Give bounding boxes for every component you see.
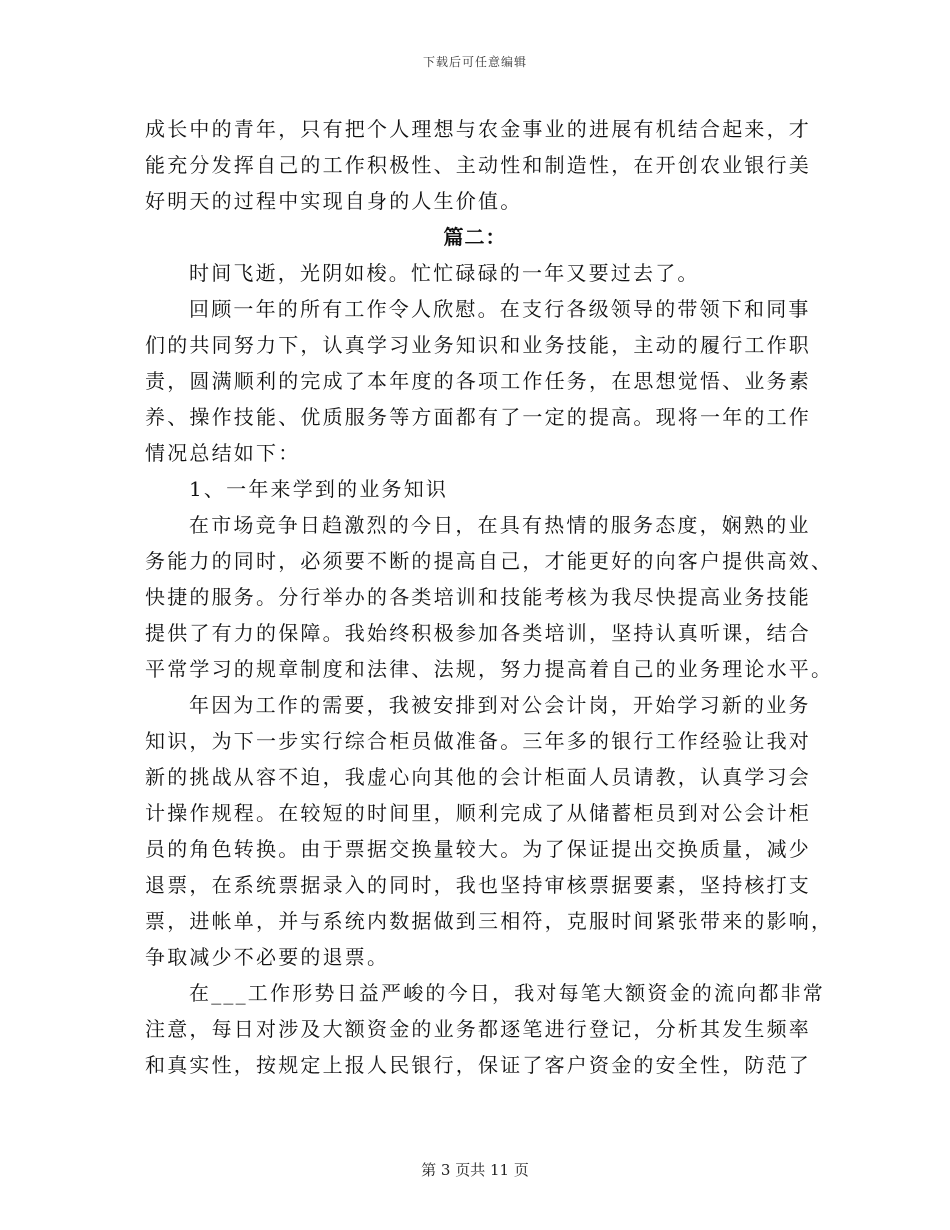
text-line: 务能力的同时，必须要不断的提高自己，才能更好的向客户提供高效、 (145, 549, 834, 573)
text-line: 能充分发挥自己的工作积极性、主动性和制造性，在开创农业银行美 (145, 153, 811, 177)
text-line: 年因为工作的需要，我被安排到对公会计岗，开始学习新的业务 (189, 693, 811, 717)
text-line: 们的共同努力下，认真学习业务知识和业务技能，主动的履行工作职 (145, 333, 811, 357)
text-line: 员的角色转换。由于票据交换量较大。为了保证提出交换质量，减少 (145, 837, 811, 861)
text-line: 回顾一年的所有工作令人欣慰。在支行各级领导的带领下和同事 (189, 297, 811, 321)
text-line: 注意，每日对涉及大额资金的业务都逐笔进行登记，分析其发生频率 (145, 1017, 811, 1041)
text-line: 计操作规程。在较短的时间里，顺利完成了从储蓄柜员到对公会计柜 (145, 801, 811, 825)
text-line: 平常学习的规章制度和法律、法规，努力提高着自己的业务理论水平。 (145, 657, 834, 681)
header-note: 下载后可任意编辑 (422, 55, 527, 69)
list-heading: 1、一年来学到的业务知识 (189, 477, 449, 501)
text-line: 时间飞逝，光阴如梭。忙忙碌碌的一年又要过去了。 (189, 261, 700, 285)
text-line: 和真实性，按规定上报人民银行，保证了客户资金的安全性，防范了 (145, 1053, 811, 1077)
document-body (145, 111, 834, 1083)
text-line: 好明天的过程中实现自身的人生价值。 (145, 189, 523, 213)
text-line: 成长中的青年，只有把个人理想与农金事业的进展有机结合起来，才 (145, 117, 811, 141)
text-line: 在市场竞争日趋激烈的今日，在具有热情的服务态度，娴熟的业 (189, 513, 811, 537)
text-line: 养、操作技能、优质服务等方面都有了一定的提高。现将一年的工作 (145, 405, 811, 429)
text-line: 票，进帐单，并与系统内数据做到三相符，克服时间紧张带来的影响， (145, 909, 834, 933)
text-line: 在___工作形势日益严峻的今日，我对每笔大额资金的流向都非常 (189, 981, 825, 1005)
page-number: 第 3 页共 11 页 (421, 1161, 529, 1179)
text-line: 提供了有力的保障。我始终积极参加各类培训，坚持认真听课，结合 (145, 621, 811, 645)
text-line: 情况总结如下： (145, 441, 301, 465)
text-line: 争取减少不必要的退票。 (145, 945, 390, 969)
text-line: 新的挑战从容不迫，我虚心向其他的会计柜面人员请教，认真学习会 (145, 765, 811, 789)
section-heading: 篇二： (443, 225, 507, 249)
text-line: 快捷的服务。分行举办的各类培训和技能考核为我尽快提高业务技能 (145, 585, 811, 609)
text-line: 责，圆满顺利的完成了本年度的各项工作任务，在思想觉悟、业务素 (145, 369, 811, 393)
text-line: 退票，在系统票据录入的同时，我也坚持审核票据要素，坚持核打支 (145, 873, 811, 897)
text-line: 知识，为下一步实行综合柜员做准备。三年多的银行工作经验让我对 (145, 729, 811, 753)
